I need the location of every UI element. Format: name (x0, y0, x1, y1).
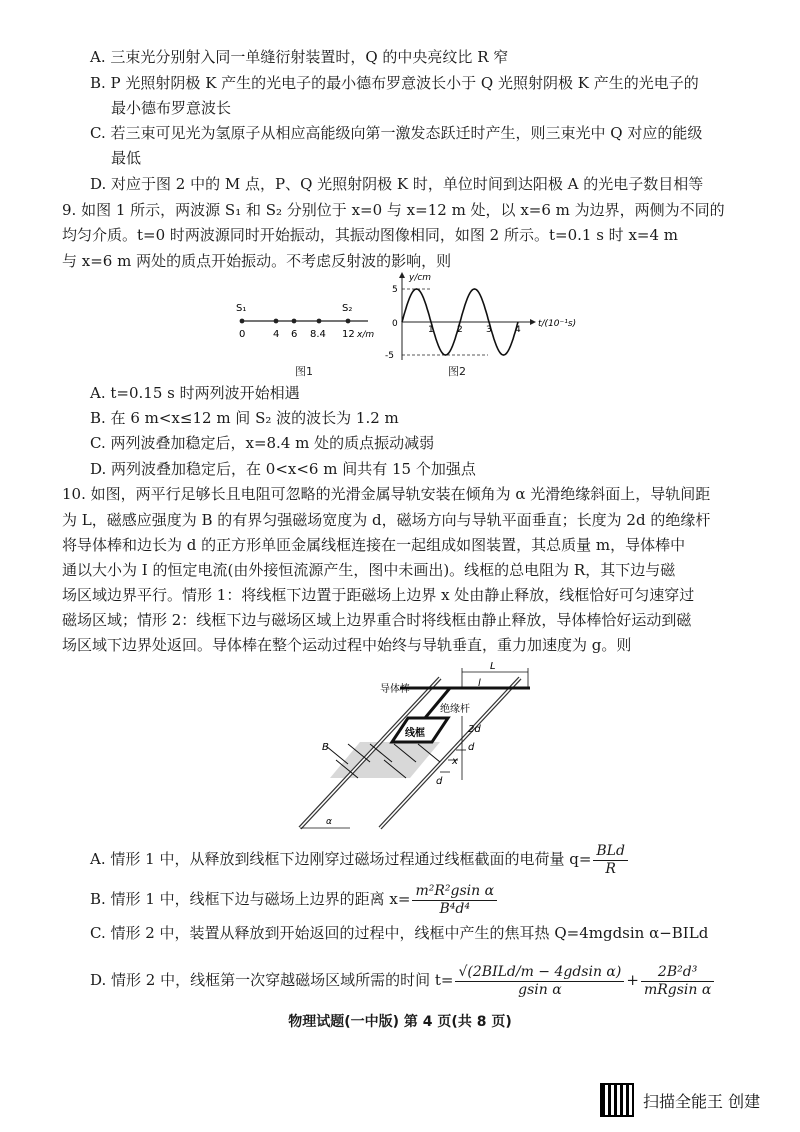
q10-stem-line4: 通以大小为 I 的恒定电流(由外接恒流源产生，图中未画出)。线框的总电阻为 R，其下边与磁 (62, 561, 676, 579)
label-l: l (478, 678, 481, 689)
q10-stem-line2: 为 L，磁感应强度为 B 的有界匀强磁场宽度为 d，磁场方向与导轨平面垂直；长度为 2d 的绝缘杆 (62, 511, 711, 529)
q10-option-a (90, 840, 630, 878)
fig1-tick: 12 (342, 329, 355, 340)
fig1-tick: 6 (291, 329, 298, 340)
q8-option-c: C. 若三束可见光为氢原子从相应高能级向第一激发态跃迁时产生，则三束光中 Q 对应的能级 (90, 124, 703, 142)
q10-d-plus: + (626, 971, 639, 989)
magnetic-field-region (330, 742, 440, 778)
fig1-axis-unit: x/m (357, 330, 375, 340)
q10-d-numerator-1: √(2BILd/m − 4gdsin α) (455, 964, 624, 982)
q9-figure2-caption: 图2 (448, 365, 466, 378)
q8-option-c-cont: 最低 (111, 149, 142, 167)
fig2-ytick-bottom: -5 (385, 351, 394, 361)
q10-option-d (90, 958, 716, 1002)
fig1-tick: 4 (273, 329, 280, 340)
fig2-xtick: 3 (486, 325, 492, 335)
q9-option-a: A. t=0.15 s 时两列波开始相遇 (90, 384, 300, 402)
q9-stem-line1: 9. 如图 1 所示，两波源 S₁ 和 S₂ 分别位于 x=0 与 x=12 m 处，以 x=6 m 为边界，两侧为不同的 (62, 201, 725, 219)
page-footer: 物理试题(一中版) 第 4 页(共 8 页) (288, 1014, 512, 1030)
q8-option-d: D. 对应于图 2 中的 M 点，P、Q 光照射阴极 K 时，单位时间到达阳极 A 的光电子数目相等 (90, 175, 704, 193)
q9-figure2 (382, 270, 592, 362)
q10-stem-line5: 场区域边界平行。情形 1：将线框下边置于距磁场上边界 x 处由静止释放，线框恰好可匀速穿过 (62, 586, 695, 604)
q10-b-denominator: B⁴d⁴ (439, 900, 470, 917)
fig2-ylabel: y/cm (409, 273, 432, 283)
q9-option-b: B. 在 6 m<x≤12 m 间 S₂ 波的波长为 1.2 m (90, 409, 399, 427)
fig2-origin: 0 (392, 319, 398, 329)
q9-option-c: C. 两列波叠加稳定后，x=8.4 m 处的质点振动减弱 (90, 434, 435, 452)
fig1-tick: 8.4 (310, 329, 326, 340)
fig1-tick: 0 (239, 329, 246, 340)
qr-code-icon (600, 1083, 634, 1117)
scanner-watermark (600, 1083, 790, 1119)
watermark-text: 扫描全能王 创建 (643, 1092, 761, 1111)
fig2-xtick: 1 (428, 325, 434, 335)
q10-d-numerator-2: 2B²d³ (641, 964, 714, 982)
q10-d-denominator-1: gsin α (518, 981, 562, 998)
q10-figure (290, 660, 540, 832)
label-B: B (322, 742, 329, 753)
q9-figure1-caption: 图1 (295, 365, 313, 378)
q10-option-b-text: B. 情形 1 中，线框下边与磁场上边界的距离 x= (90, 890, 411, 908)
fig1-s2-label: S₂ (342, 303, 353, 314)
q10-option-a-text: A. 情形 1 中，从释放到线框下边刚穿过磁场过程通过线框截面的电荷量 q= (90, 850, 592, 868)
label-x: x (452, 756, 458, 767)
fig2-xtick: 4 (515, 325, 521, 335)
q9-option-d: D. 两列波叠加稳定后，在 0<x<6 m 间共有 15 个加强点 (90, 460, 476, 478)
q10-stem-line3: 将导体棒和边长为 d 的正方形单匝金属线框连接在一起组成如图装置，其总质量 m，导体棒中 (62, 536, 686, 554)
label-alpha: α (326, 817, 332, 827)
q9-stem-line3: 与 x=6 m 两处的质点开始振动。不考虑反射波的影响，则 (62, 252, 452, 270)
q10-a-denominator: R (605, 860, 616, 877)
q10-option-b (90, 880, 499, 918)
q9-stem-line2: 均匀介质。t=0 时两波源同时开始振动，其振动图像相同，如图 2 所示。t=0.1 s 时 x=4 m (62, 226, 679, 244)
label-2d: 2d (468, 724, 481, 735)
label-d-upper: d (468, 742, 475, 753)
q10-option-c: C. 情形 2 中，装置从释放到开始返回的过程中，线框中产生的焦耳热 Q=4mgdsin α−BILd (90, 924, 709, 942)
q10-stem-line1: 10. 如图，两平行足够长且电阻可忽略的光滑金属导轨安装在倾角为 α 光滑绝缘斜面上，导轨间距 (62, 485, 711, 503)
label-d-lower: d (436, 776, 443, 787)
fig2-xlabel: t/(10⁻¹s) (538, 319, 577, 329)
q9-figure1 (230, 295, 380, 345)
q8-option-a: A. 三束光分别射入同一单缝衍射装置时，Q 的中央亮纹比 R 窄 (90, 48, 509, 66)
label-conductor-rod: 导体棒 (380, 684, 410, 695)
label-L: L (490, 661, 496, 672)
fig2-ytick-top: 5 (392, 285, 398, 295)
label-wire-frame: 线框 (405, 728, 425, 739)
q10-d-denominator-2: mRgsin α (643, 981, 712, 998)
q10-stem-line7: 场区域下边界处返回。导体棒在整个运动过程中始终与导轨垂直，重力加速度为 g。则 (62, 636, 632, 654)
fig2-xtick: 2 (457, 325, 463, 335)
q10-stem-line6: 磁场区域；情形 2：线框下边与磁场区域上边界重合时将线框由静止释放，导体棒恰好运动到磁 (62, 611, 692, 629)
fig1-s1-label: S₁ (236, 303, 247, 314)
q8-option-b: B. P 光照射阴极 K 产生的光电子的最小德布罗意波长小于 Q 光照射阴极 K 产生的光电子的 (90, 74, 699, 92)
q10-option-d-text: D. 情形 2 中，线框第一次穿越磁场区域所需的时间 t= (90, 971, 454, 989)
q8-option-b-cont: 最小德布罗意波长 (111, 99, 232, 117)
label-insulated-bar: 绝缘杆 (440, 704, 470, 715)
q10-b-numerator: m²R²gsin α (412, 883, 497, 901)
q10-a-numerator: BLd (593, 843, 628, 861)
